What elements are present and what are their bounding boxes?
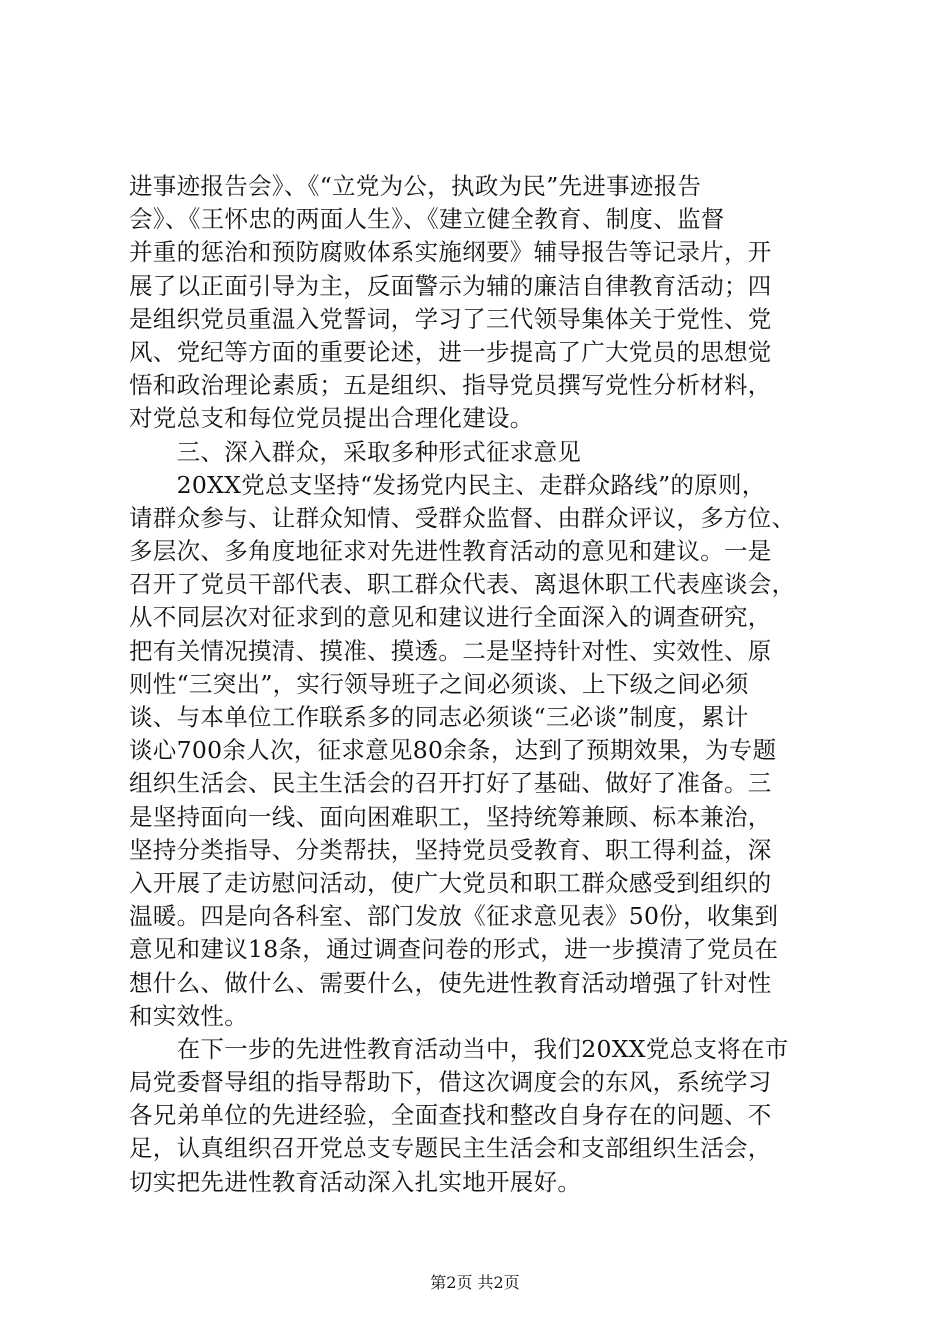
text-line: 悟和政治理论素质；五是组织、指导党员撰写党性分析材料， bbox=[129, 371, 772, 400]
text-line: 局党委督导组的指导帮助下，借这次调度会的东风，系统学习 bbox=[129, 1068, 772, 1097]
text-line: 则性“三突出”，实行领导班子之间必须谈、上下级之间必须 bbox=[129, 669, 749, 698]
text-line: 并重的惩治和预防腐败体系实施纲要》辅导报告等记录片，开 bbox=[129, 238, 772, 267]
text-line: 温暖。四是向各科室、部门发放《征求意见表》50份，收集到 bbox=[129, 902, 779, 931]
text-line: 是坚持面向一线、面向困难职工，坚持统筹兼顾、标本兼治， bbox=[129, 802, 772, 831]
text-line: 三、深入群众，采取多种形式征求意见 bbox=[129, 437, 582, 466]
text-line: 坚持分类指导、分类帮扶，坚持党员受教育、职工得利益，深 bbox=[129, 835, 772, 864]
text-line: 和实效性。 bbox=[129, 1001, 248, 1030]
text-line: 召开了党员干部代表、职工群众代表、离退休职工代表座谈会， bbox=[129, 570, 796, 599]
text-line: 在下一步的先进性教育活动当中，我们20XX党总支将在市 bbox=[129, 1034, 789, 1063]
text-line: 意见和建议18条，通过调查问卷的形式，进一步摸清了党员在 bbox=[129, 935, 779, 964]
text-line: 足，认真组织召开党总支专题民主生活会和支部组织生活会， bbox=[129, 1134, 772, 1163]
text-line: 是组织党员重温入党誓词，学习了三代领导集体关于党性、党 bbox=[129, 304, 772, 333]
page-footer: 第2页 共2页 bbox=[430, 1273, 520, 1292]
text-line: 各兄弟单位的先进经验，全面查找和整改自身存在的问题、不 bbox=[129, 1101, 772, 1130]
text-line: 把有关情况摸清、摸准、摸透。二是坚持针对性、实效性、原 bbox=[129, 636, 772, 665]
text-line: 会》、《王怀忠的两面人生》、《建立健全教育、制度、监督 bbox=[129, 205, 725, 234]
text-line: 谈心700余人次，征求意见80余条，达到了预期效果，为专题 bbox=[129, 736, 777, 765]
document-body bbox=[129, 170, 829, 1199]
text-line: 请群众参与、让群众知情、受群众监督、由群众评议，多方位、 bbox=[129, 503, 796, 532]
text-line: 想什么、做什么、需要什么，使先进性教育活动增强了针对性 bbox=[129, 968, 772, 997]
text-line: 从不同层次对征求到的意见和建议进行全面深入的调查研究， bbox=[129, 603, 772, 632]
text-line: 20XX党总支坚持“发扬党内民主、走群众路线”的原则， bbox=[129, 470, 766, 499]
text-line: 组织生活会、民主生活会的召开打好了基础、做好了准备。三 bbox=[129, 769, 772, 798]
text-line: 对党总支和每位党员提出合理化建设。 bbox=[129, 404, 534, 433]
text-line: 谈、与本单位工作联系多的同志必须谈“三必谈”制度，累计 bbox=[129, 703, 749, 731]
text-line: 入开展了走访慰问活动，使广大党员和职工群众感受到组织的 bbox=[129, 868, 772, 897]
text-line: 展了以正面引导为主，反面警示为辅的廉洁自律教育活动；四 bbox=[129, 271, 772, 300]
text-line: 多层次、多角度地征求对先进性教育活动的意见和建议。一是 bbox=[129, 537, 772, 566]
text-line: 进事迹报告会》、《“立党为公，执政为民”先进事迹报告 bbox=[129, 172, 702, 200]
text-line: 风、党纪等方面的重要论述，进一步提高了广大党员的思想觉 bbox=[129, 337, 772, 366]
text-line: 切实把先进性教育活动深入扎实地开展好。 bbox=[129, 1167, 582, 1196]
